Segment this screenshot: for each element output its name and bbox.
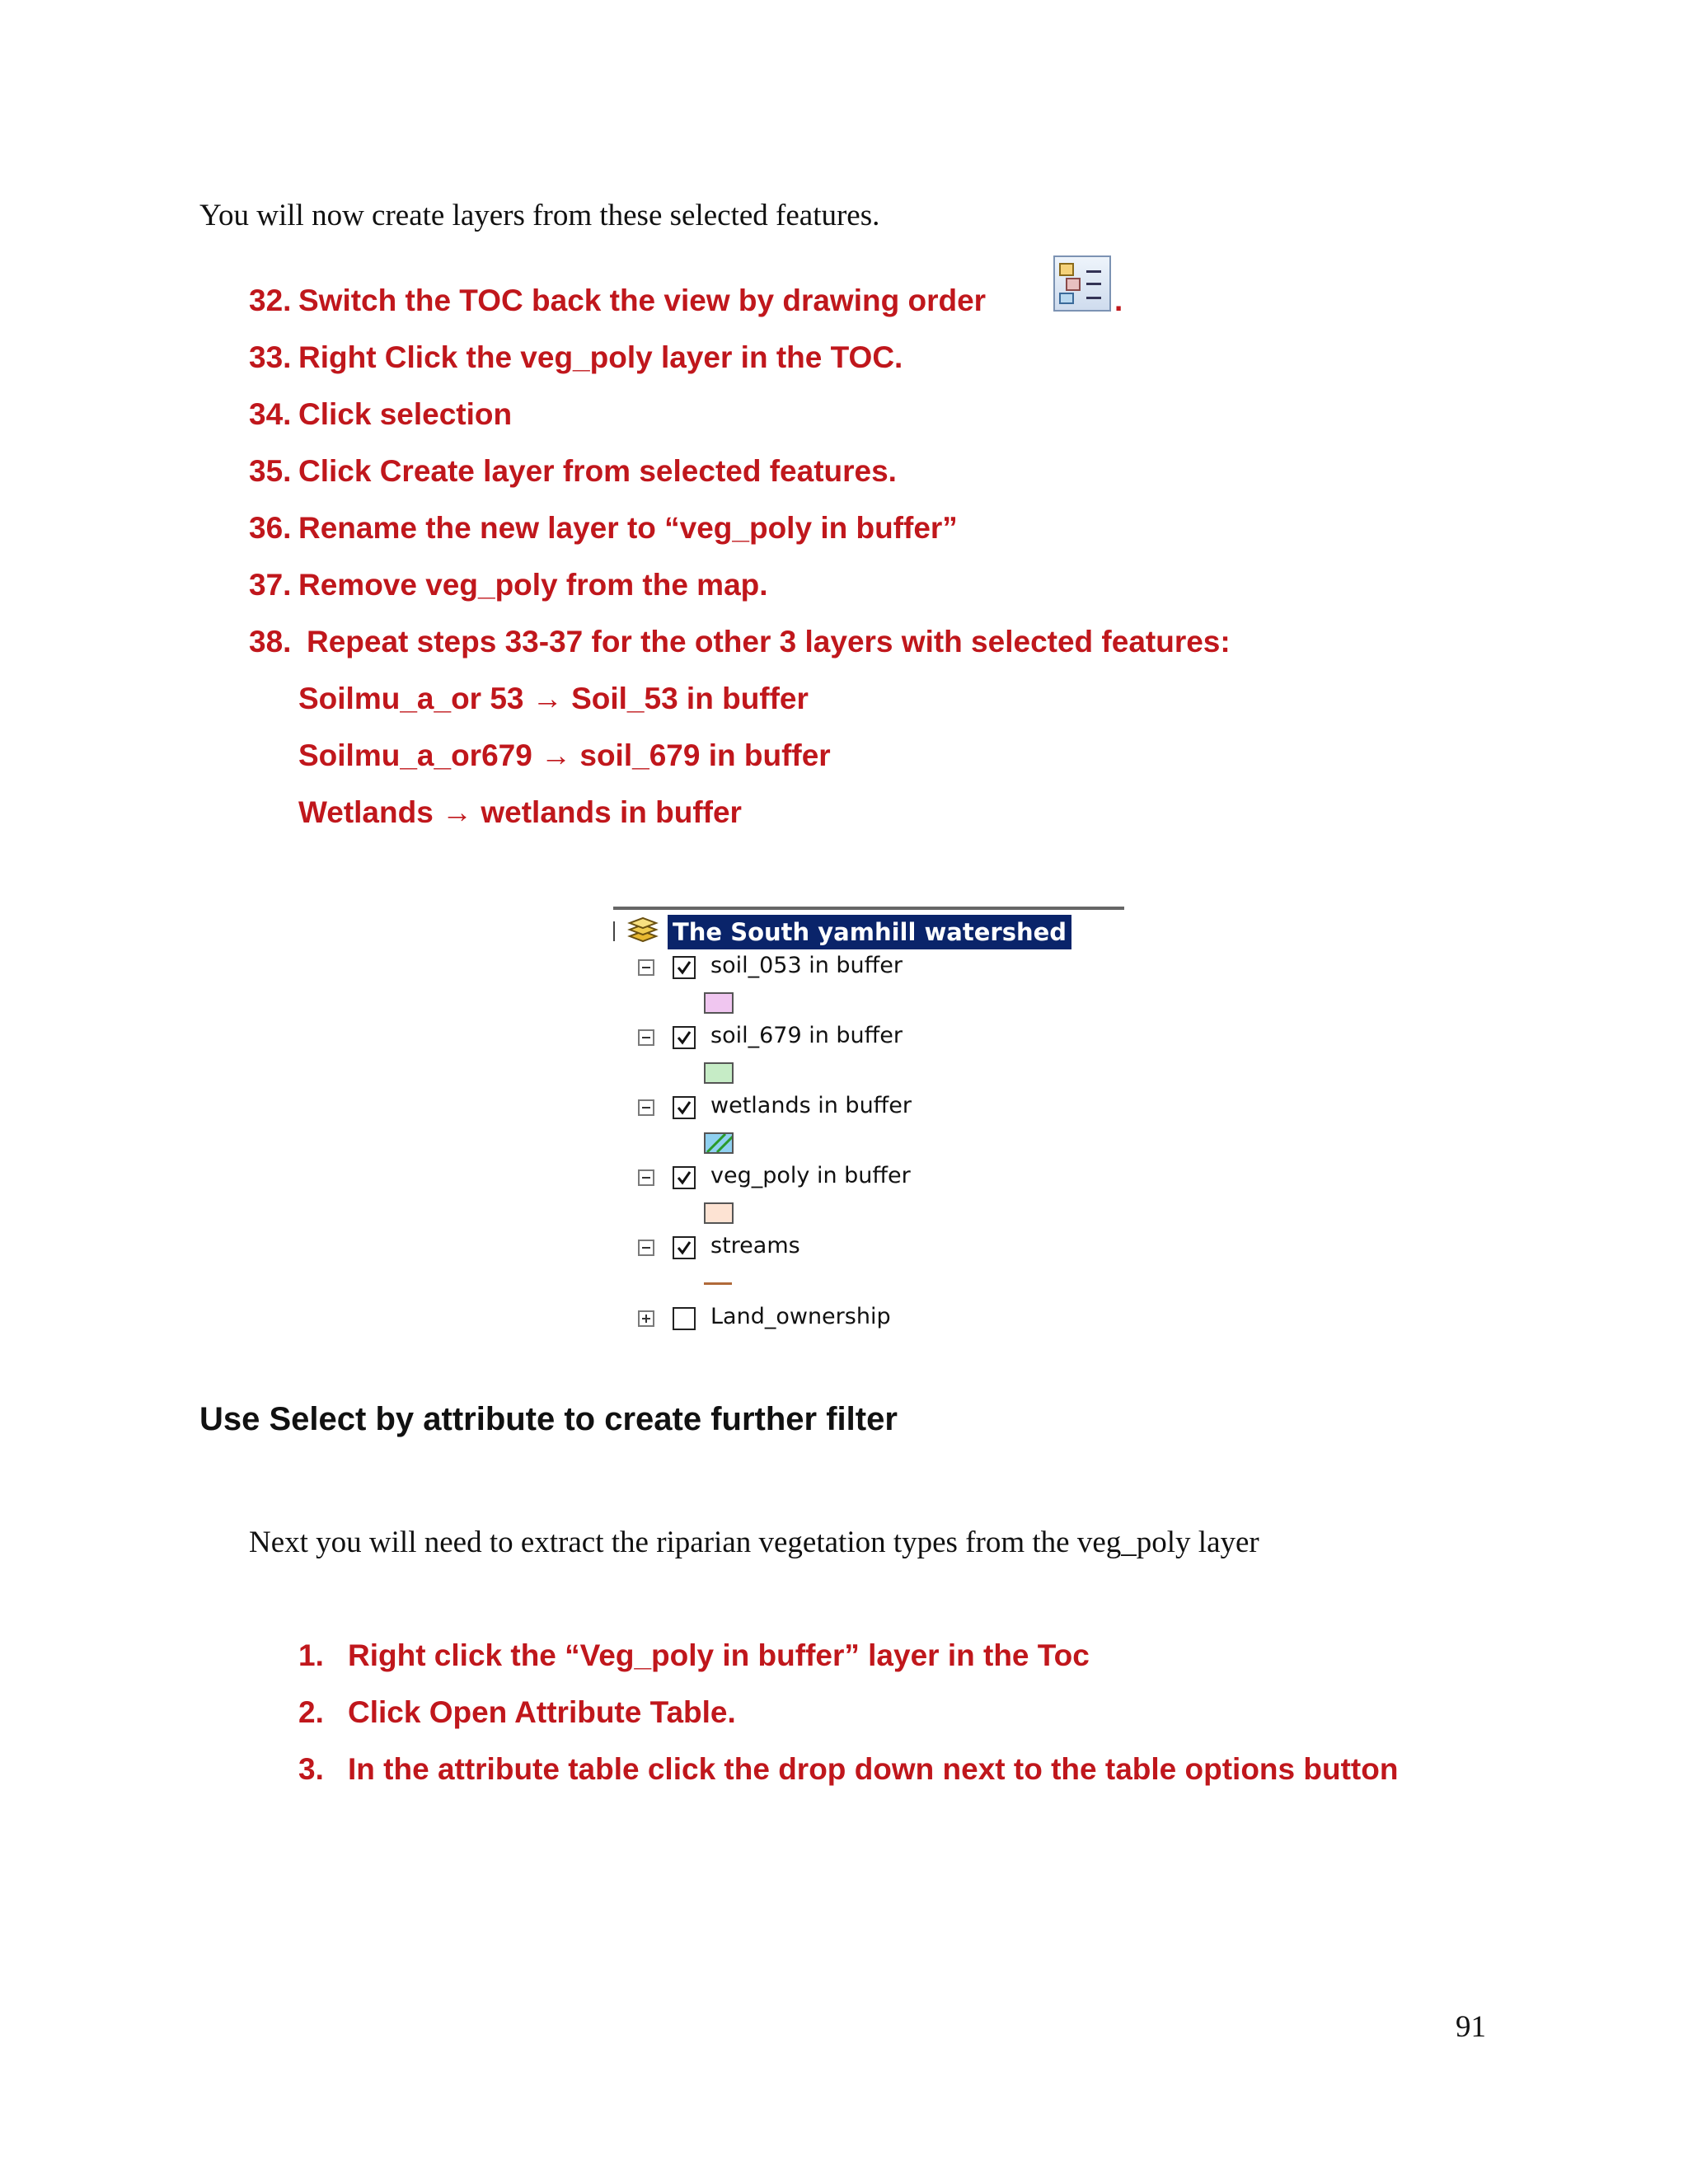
rename-from: Soilmu_a_or 53: [298, 682, 524, 715]
rename-to: soil_679 in buffer: [579, 738, 831, 772]
rename-from: Soilmu_a_or679: [298, 738, 532, 772]
substep-3-text: In the attribute table click the drop down next to the table options button: [348, 1752, 1399, 1786]
toc-border: [613, 907, 1124, 910]
step-32-suffix: .: [1114, 284, 1123, 317]
step-33-text: Right Click the veg_poly layer in the TOC.: [298, 340, 903, 374]
collapse-icon[interactable]: [638, 1169, 654, 1186]
step-36-number: 36.: [249, 511, 292, 545]
step-32-text: [298, 284, 986, 318]
toc-tree-line: [613, 921, 615, 941]
step-38-number: 38.: [249, 625, 292, 658]
toc-panel: [613, 907, 1124, 1368]
step-37-text: Remove veg_poly from the map.: [298, 568, 768, 602]
collapse-icon[interactable]: [638, 1099, 654, 1116]
collapse-icon[interactable]: [638, 1240, 654, 1256]
substep-2-number: 2.: [298, 1695, 324, 1729]
layer-name[interactable]: soil_679 in buffer: [710, 1023, 903, 1048]
layer-name[interactable]: veg_poly in buffer: [710, 1163, 911, 1188]
layer-visibility-checkbox[interactable]: [673, 1096, 696, 1119]
step-32: [249, 284, 291, 318]
step-34-number: 34.: [249, 397, 292, 431]
toc-layer-row: [613, 951, 1124, 984]
step-number: 32.: [249, 284, 292, 317]
layer-symbol-line: [704, 1282, 732, 1285]
step-36-text: Rename the new layer to “veg_poly in buffer”: [298, 511, 958, 545]
toc-layer-row: [613, 1021, 1124, 1054]
substep-2-text: Click Open Attribute Table.: [348, 1695, 736, 1729]
collapse-icon[interactable]: [638, 959, 654, 976]
data-frame-title[interactable]: The South yamhill watershed: [668, 915, 1071, 949]
step-34-text: Click selection: [298, 397, 513, 431]
arrow-icon: →: [541, 738, 572, 772]
layer-name[interactable]: Land_ownership: [710, 1304, 891, 1329]
step-37-number: 37.: [249, 568, 292, 602]
arrow-icon: →: [532, 682, 563, 715]
list-by-drawing-order-icon: [1053, 255, 1111, 312]
arrow-icon: →: [442, 795, 473, 829]
intro-text: You will now create layers from these selected features.: [199, 199, 880, 232]
layer-symbol-swatch: [704, 1132, 734, 1154]
layer-name[interactable]: wetlands in buffer: [710, 1093, 912, 1118]
rename-to: wetlands in buffer: [481, 795, 742, 829]
step-38-text: Repeat steps 33-37 for the other 3 layers with selected features:: [307, 625, 1231, 658]
layer-visibility-checkbox[interactable]: [673, 1307, 696, 1330]
layer-symbol-swatch: [704, 1062, 734, 1084]
instruction-paragraph: Next you will need to extract the riparian vegetation types from the veg_poly layer: [249, 1526, 1259, 1559]
page-number: 91: [1456, 2010, 1486, 2044]
rename-to: Soil_53 in buffer: [571, 682, 809, 715]
rename-row: [298, 795, 742, 830]
expand-icon[interactable]: [638, 1310, 654, 1327]
rename-row: [298, 738, 831, 773]
step-35-text: Click Create layer from selected features.: [298, 454, 897, 488]
layer-visibility-checkbox[interactable]: [673, 1236, 696, 1259]
rename-row: [298, 682, 809, 716]
layer-visibility-checkbox[interactable]: [673, 1026, 696, 1049]
layers-icon: [626, 915, 659, 944]
layer-symbol-swatch: [704, 1202, 734, 1224]
toc-layer-row: [613, 1302, 1124, 1335]
layer-visibility-checkbox[interactable]: [673, 956, 696, 979]
toc-layer-row: [613, 1091, 1124, 1124]
substep-1-number: 1.: [298, 1638, 324, 1672]
toc-layer-row: [613, 1231, 1124, 1264]
toc-layer-row: [613, 1161, 1124, 1194]
section-heading: Use Select by attribute to create further filter: [199, 1401, 898, 1437]
step-text: Switch the TOC back the view by drawing order: [298, 284, 987, 317]
layer-name[interactable]: streams: [710, 1233, 800, 1258]
substep-3-number: 3.: [298, 1752, 324, 1786]
step-33-number: 33.: [249, 340, 292, 374]
collapse-icon[interactable]: [638, 1029, 654, 1046]
layer-symbol-swatch: [704, 992, 734, 1014]
substep-1-text: Right click the “Veg_poly in buffer” layer in the Toc: [348, 1638, 1090, 1672]
rename-from: Wetlands: [298, 795, 434, 829]
layer-visibility-checkbox[interactable]: [673, 1166, 696, 1189]
step-35-number: 35.: [249, 454, 292, 488]
layer-name[interactable]: soil_053 in buffer: [710, 953, 903, 978]
